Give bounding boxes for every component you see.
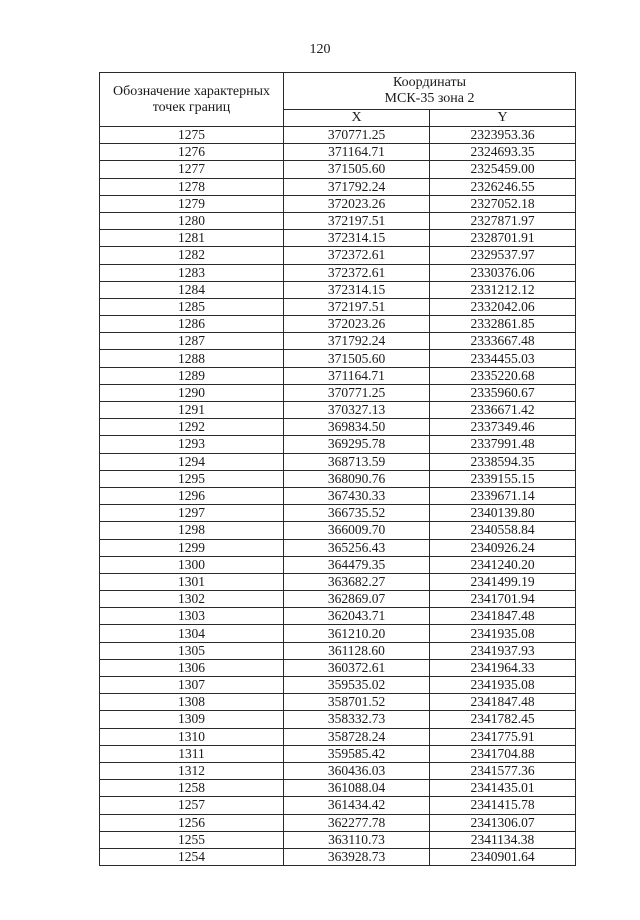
table-row (100, 487, 576, 504)
y-coordinate-cell: 2323953.36 (430, 127, 576, 144)
point-id-cell: 1306 (100, 659, 284, 676)
point-id-cell: 1293 (100, 436, 284, 453)
y-coordinate-cell: 2338594.35 (430, 453, 576, 470)
point-id-cell: 1304 (100, 625, 284, 642)
table-row (100, 780, 576, 797)
point-id-cell: 1281 (100, 230, 284, 247)
table-row (100, 281, 576, 298)
point-id-cell: 1296 (100, 487, 284, 504)
y-coordinate-cell: 2341935.08 (430, 677, 576, 694)
x-coordinate-cell: 358701.52 (284, 694, 430, 711)
x-coordinate-cell: 367430.33 (284, 487, 430, 504)
point-id-cell: 1308 (100, 694, 284, 711)
table-row (100, 659, 576, 676)
x-coordinate-cell: 363110.73 (284, 831, 430, 848)
table-row (100, 677, 576, 694)
y-coordinate-cell: 2325459.00 (430, 161, 576, 178)
y-coordinate-cell: 2341704.88 (430, 745, 576, 762)
point-id-cell: 1311 (100, 745, 284, 762)
point-id-cell: 1307 (100, 677, 284, 694)
point-id-cell: 1283 (100, 264, 284, 281)
table-row (100, 161, 576, 178)
x-coordinate-cell: 358728.24 (284, 728, 430, 745)
table-row (100, 831, 576, 848)
point-id-cell: 1309 (100, 711, 284, 728)
y-coordinate-cell: 2340139.80 (430, 505, 576, 522)
table-row (100, 539, 576, 556)
y-coordinate-cell: 2333667.48 (430, 333, 576, 350)
y-coordinate-cell: 2340558.84 (430, 522, 576, 539)
table-row (100, 556, 576, 573)
y-coordinate-cell: 2330376.06 (430, 264, 576, 281)
point-id-cell: 1312 (100, 762, 284, 779)
point-id-cell: 1278 (100, 178, 284, 195)
point-id-cell: 1300 (100, 556, 284, 573)
x-coordinate-cell: 368090.76 (284, 470, 430, 487)
y-coordinate-cell: 2341499.19 (430, 573, 576, 590)
x-coordinate-cell: 361210.20 (284, 625, 430, 642)
x-coordinate-cell: 366009.70 (284, 522, 430, 539)
point-id-cell: 1305 (100, 642, 284, 659)
table-row (100, 127, 576, 144)
x-coordinate-cell: 363928.73 (284, 848, 430, 865)
x-coordinate-cell: 372314.15 (284, 230, 430, 247)
coordinate-system-label: МСК-35 зона 2 (384, 91, 475, 106)
y-coordinate-cell: 2340901.64 (430, 848, 576, 865)
table-row (100, 350, 576, 367)
point-id-cell: 1280 (100, 212, 284, 229)
point-id-cell: 1256 (100, 814, 284, 831)
point-id-cell: 1299 (100, 539, 284, 556)
y-coordinate-cell: 2332861.85 (430, 316, 576, 333)
point-id-cell: 1279 (100, 195, 284, 212)
x-coordinate-cell: 372314.15 (284, 281, 430, 298)
x-coordinate-cell: 360436.03 (284, 762, 430, 779)
point-id-cell: 1295 (100, 470, 284, 487)
y-coordinate-cell: 2335220.68 (430, 367, 576, 384)
x-coordinate-cell: 372372.61 (284, 247, 430, 264)
table-row (100, 212, 576, 229)
y-coordinate-cell: 2331212.12 (430, 281, 576, 298)
x-coordinate-cell: 361128.60 (284, 642, 430, 659)
table-row (100, 247, 576, 264)
table-row (100, 814, 576, 831)
table-row (100, 505, 576, 522)
table-row (100, 367, 576, 384)
table-header (100, 73, 576, 127)
x-coordinate-cell: 372023.26 (284, 316, 430, 333)
y-coordinate-cell: 2341782.45 (430, 711, 576, 728)
y-coordinate-cell: 2327871.97 (430, 212, 576, 229)
point-id-cell: 1298 (100, 522, 284, 539)
y-coordinate-cell: 2341306.07 (430, 814, 576, 831)
table-row (100, 436, 576, 453)
y-coordinate-cell: 2335960.67 (430, 384, 576, 401)
point-column-header: Обозначение характерных точек границ (100, 73, 284, 127)
point-id-cell: 1303 (100, 608, 284, 625)
point-id-cell: 1288 (100, 350, 284, 367)
y-coordinate-cell: 2332042.06 (430, 298, 576, 315)
table-row (100, 264, 576, 281)
y-coordinate-cell: 2341935.08 (430, 625, 576, 642)
table-row (100, 195, 576, 212)
x-coordinate-cell: 370771.25 (284, 127, 430, 144)
table-row (100, 419, 576, 436)
point-id-cell: 1277 (100, 161, 284, 178)
x-coordinate-cell: 363682.27 (284, 573, 430, 590)
point-id-cell: 1302 (100, 591, 284, 608)
point-id-cell: 1255 (100, 831, 284, 848)
y-coordinate-cell: 2341415.78 (430, 797, 576, 814)
x-coordinate-cell: 370327.13 (284, 402, 430, 419)
point-id-cell: 1291 (100, 402, 284, 419)
x-coordinate-cell: 362869.07 (284, 591, 430, 608)
point-id-cell: 1258 (100, 780, 284, 797)
x-coordinate-cell: 362277.78 (284, 814, 430, 831)
page-number: 120 (309, 42, 331, 57)
x-coordinate-cell: 371164.71 (284, 367, 430, 384)
table-row (100, 298, 576, 315)
y-coordinate-cell: 2327052.18 (430, 195, 576, 212)
x-coordinate-cell: 368713.59 (284, 453, 430, 470)
point-id-cell: 1297 (100, 505, 284, 522)
y-coordinate-cell: 2337349.46 (430, 419, 576, 436)
y-coordinate-cell: 2340926.24 (430, 539, 576, 556)
table-row (100, 316, 576, 333)
table-row (100, 178, 576, 195)
table-row (100, 230, 576, 247)
table-row (100, 573, 576, 590)
y-coordinate-cell: 2337991.48 (430, 436, 576, 453)
table-body (100, 127, 576, 866)
point-id-cell: 1289 (100, 367, 284, 384)
y-coordinate-cell: 2328701.91 (430, 230, 576, 247)
y-coordinate-cell: 2341577.36 (430, 762, 576, 779)
x-coordinate-cell: 372197.51 (284, 212, 430, 229)
point-id-cell: 1285 (100, 298, 284, 315)
y-coordinate-cell: 2339155.15 (430, 470, 576, 487)
y-coordinate-cell: 2334455.03 (430, 350, 576, 367)
y-coordinate-cell: 2341775.91 (430, 728, 576, 745)
y-coordinate-cell: 2336671.42 (430, 402, 576, 419)
table-row (100, 797, 576, 814)
coordinates-column-header (284, 73, 576, 110)
y-coordinate-cell: 2341937.93 (430, 642, 576, 659)
x-coordinate-cell: 359585.42 (284, 745, 430, 762)
table-row (100, 453, 576, 470)
x-coordinate-cell: 371792.24 (284, 178, 430, 195)
point-id-cell: 1292 (100, 419, 284, 436)
y-coordinate-cell: 2341847.48 (430, 608, 576, 625)
table-row (100, 470, 576, 487)
y-coordinate-cell: 2324693.35 (430, 144, 576, 161)
table-row (100, 591, 576, 608)
x-coordinate-cell: 360372.61 (284, 659, 430, 676)
point-id-cell: 1287 (100, 333, 284, 350)
point-id-cell: 1257 (100, 797, 284, 814)
x-coordinate-cell: 371505.60 (284, 350, 430, 367)
table-row (100, 384, 576, 401)
y-coordinate-cell: 2339671.14 (430, 487, 576, 504)
point-id-cell: 1275 (100, 127, 284, 144)
x-coordinate-cell: 361434.42 (284, 797, 430, 814)
table-row (100, 694, 576, 711)
x-column-header: X (284, 110, 430, 127)
table-row (100, 711, 576, 728)
x-coordinate-cell: 362043.71 (284, 608, 430, 625)
point-id-cell: 1284 (100, 281, 284, 298)
x-coordinate-cell: 372023.26 (284, 195, 430, 212)
table-row (100, 642, 576, 659)
table-row (100, 608, 576, 625)
point-id-cell: 1276 (100, 144, 284, 161)
point-id-cell: 1254 (100, 848, 284, 865)
coordinates-title: Координаты (393, 75, 466, 90)
table-row (100, 728, 576, 745)
x-coordinate-cell: 369295.78 (284, 436, 430, 453)
y-coordinate-cell: 2341435.01 (430, 780, 576, 797)
table-row (100, 625, 576, 642)
y-coordinate-cell: 2326246.55 (430, 178, 576, 195)
table-row (100, 522, 576, 539)
x-coordinate-cell: 364479.35 (284, 556, 430, 573)
y-coordinate-cell: 2341134.38 (430, 831, 576, 848)
table-row (100, 762, 576, 779)
point-id-cell: 1294 (100, 453, 284, 470)
y-coordinate-cell: 2341240.20 (430, 556, 576, 573)
x-coordinate-cell: 371792.24 (284, 333, 430, 350)
x-coordinate-cell: 359535.02 (284, 677, 430, 694)
x-coordinate-cell: 365256.43 (284, 539, 430, 556)
x-coordinate-cell: 370771.25 (284, 384, 430, 401)
point-id-cell: 1310 (100, 728, 284, 745)
point-id-cell: 1286 (100, 316, 284, 333)
point-id-cell: 1290 (100, 384, 284, 401)
x-coordinate-cell: 369834.50 (284, 419, 430, 436)
point-id-cell: 1301 (100, 573, 284, 590)
x-coordinate-cell: 371164.71 (284, 144, 430, 161)
x-coordinate-cell: 366735.52 (284, 505, 430, 522)
y-coordinate-cell: 2341964.33 (430, 659, 576, 676)
coordinates-table (99, 72, 576, 866)
table-row (100, 745, 576, 762)
y-column-header: Y (430, 110, 576, 127)
point-id-cell: 1282 (100, 247, 284, 264)
y-coordinate-cell: 2329537.97 (430, 247, 576, 264)
table-row (100, 848, 576, 865)
x-coordinate-cell: 371505.60 (284, 161, 430, 178)
table-row (100, 144, 576, 161)
y-coordinate-cell: 2341701.94 (430, 591, 576, 608)
x-coordinate-cell: 372372.61 (284, 264, 430, 281)
x-coordinate-cell: 372197.51 (284, 298, 430, 315)
x-coordinate-cell: 358332.73 (284, 711, 430, 728)
y-coordinate-cell: 2341847.48 (430, 694, 576, 711)
table-row (100, 333, 576, 350)
x-coordinate-cell: 361088.04 (284, 780, 430, 797)
table-row (100, 402, 576, 419)
